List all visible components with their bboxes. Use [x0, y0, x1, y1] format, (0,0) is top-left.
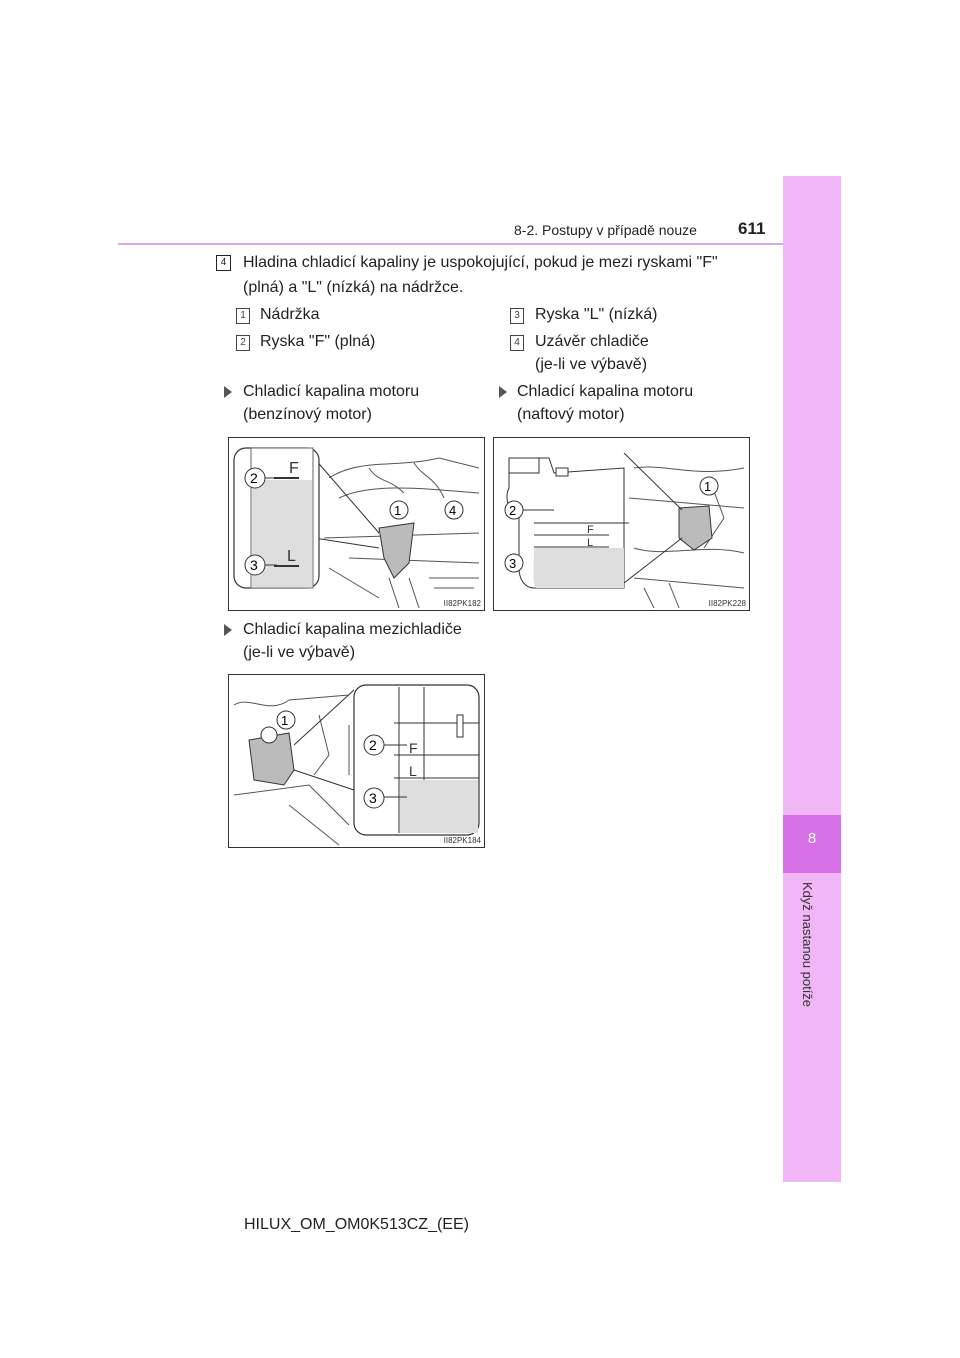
svg-text:F: F [409, 740, 418, 756]
intercooler-illustration [229, 675, 484, 847]
figure-diesel-engine [493, 437, 750, 611]
svg-text:L: L [287, 548, 296, 565]
legend-number: 4 [510, 335, 524, 351]
engine-illustration [229, 438, 484, 610]
svg-text:2: 2 [250, 470, 258, 486]
svg-text:3: 3 [509, 556, 517, 571]
svg-text:L: L [409, 763, 417, 779]
legend-label: Ryska "F" (plná) [260, 333, 376, 350]
figure-intercooler [228, 674, 485, 848]
bullet-triangle-icon [224, 624, 232, 636]
chapter-title: Když nastanou potíže [800, 882, 815, 1008]
svg-text:F: F [289, 460, 299, 477]
page-number: 611 [738, 219, 766, 238]
chapter-number: 8 [807, 830, 817, 847]
svg-text:2: 2 [369, 737, 377, 753]
figure-caption: (benzínový motor) [243, 406, 372, 423]
svg-text:1: 1 [281, 713, 289, 728]
legend-label: Uzávěr chladiče [535, 333, 649, 350]
legend-number: 2 [236, 335, 250, 351]
chapter-tab [783, 176, 841, 1182]
figure-caption: Chladicí kapalina motoru [517, 383, 694, 400]
document-code: HILUX_OM_OM0K513CZ_(EE) [244, 1216, 469, 1233]
legend-label: Nádržka [260, 306, 320, 323]
svg-text:4: 4 [449, 503, 457, 518]
engine-illustration [494, 438, 749, 610]
legend-label: Ryska "L" (nízká) [535, 306, 658, 323]
svg-text:3: 3 [250, 557, 258, 573]
svg-text:L: L [587, 537, 594, 549]
svg-text:3: 3 [369, 790, 377, 806]
svg-text:F: F [587, 524, 594, 536]
figure-code: II82PK228 [708, 599, 746, 608]
figure-caption: (naftový motor) [517, 406, 625, 423]
step-number-box: 4 [216, 255, 231, 271]
svg-text:1: 1 [394, 503, 402, 518]
bullet-triangle-icon [224, 386, 232, 398]
bullet-triangle-icon [499, 386, 507, 398]
step-text: Hladina chladicí kapaliny je uspokojující, pokud je mezi ryskami "F" (plná) a "L" (nízká) na nádržce. [243, 254, 718, 296]
figure-code: II82PK182 [443, 599, 481, 608]
section-title: 8-2. Postupy v případě nouze [514, 222, 697, 238]
legend-number: 1 [236, 308, 250, 324]
figure-caption: Chladicí kapalina mezichladiče [243, 621, 462, 638]
figure-code: II82PK184 [443, 836, 481, 845]
header-rule [118, 243, 783, 245]
figure-petrol-engine [228, 437, 485, 611]
figure-caption: (je-li ve výbavě) [243, 644, 356, 661]
figure-caption: Chladicí kapalina motoru [243, 383, 420, 400]
legend-number: 3 [510, 308, 524, 324]
legend-label-note: (je-li ve výbavě) [535, 356, 648, 373]
svg-text:2: 2 [509, 503, 517, 518]
svg-text:1: 1 [704, 479, 712, 494]
